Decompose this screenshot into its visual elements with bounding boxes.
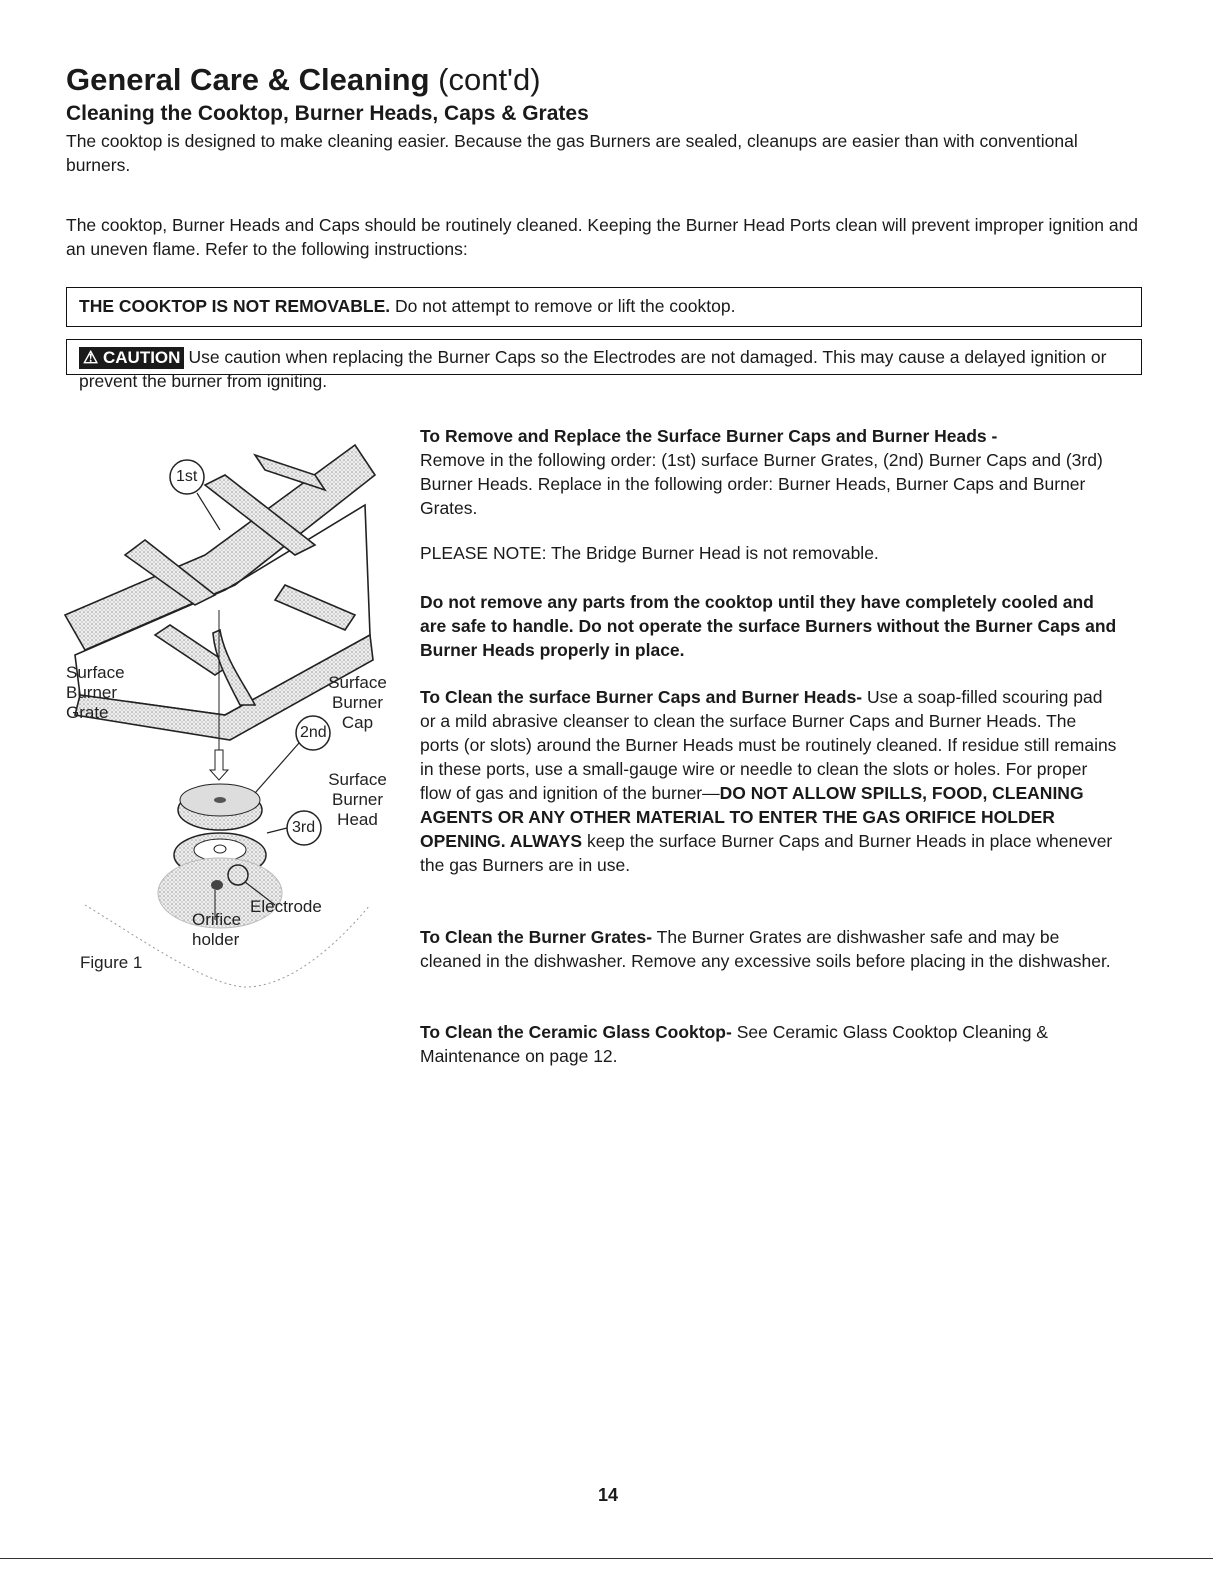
label-surface-burner-grate: Surface Burner Grate — [66, 663, 125, 722]
warning-text: Do not remove any parts from the cooktop until they have completely cooled and are safe to handle. Do not operate the surface Burners without the Burner Caps and Burner Heads properly in place. — [420, 592, 1117, 660]
clean-caps-bold: DO NOT ALLOW SPILLS, FOOD, CLEANING AGENTS OR ANY OTHER MATERIAL TO ENTER THE GAS ORIFICE HOLDER OPENING. ALWAYS — [420, 783, 1084, 851]
caution-badge: ⚠ CAUTION — [79, 347, 184, 369]
page-number: 14 — [598, 1485, 619, 1505]
notice-bold: THE COOKTOP IS NOT REMOVABLE. — [79, 296, 391, 316]
footer-rule — [0, 1558, 1213, 1559]
section-warning — [420, 590, 1120, 662]
step-3-label: 3rd — [292, 819, 316, 836]
glass-heading: To Clean the Ceramic Glass Cooktop- — [420, 1022, 732, 1042]
grates-heading: To Clean the Burner Grates- — [420, 927, 653, 947]
label-surface-burner-cap: Surface Burner Cap — [328, 673, 387, 732]
section-clean-glass — [420, 1020, 1120, 1068]
label-surface-burner-head: Surface Burner Head — [328, 770, 387, 829]
section-clean-caps — [420, 685, 1120, 877]
page-title: General Care & Cleaning (cont'd) — [66, 62, 541, 97]
intro-paragraph-1: The cooktop is designed to make cleaning easier. Because the gas Burners are sealed, cleanups are easier than with conventional burners. — [66, 131, 1078, 175]
clean-caps-tail: keep the surface Burner Caps and Burner Heads in place whenever the gas Burners are in use. — [420, 831, 1113, 875]
label-electrode: Electrode — [250, 897, 322, 916]
step-2-label: 2nd — [300, 724, 327, 741]
clean-caps-text: Use a soap-filled scouring pad or a mild abrasive cleanser to clean the surface Burner Caps and Burner Heads. The ports (or slots) around the Burner Heads must be routinely cleaned. If residue still remains in these ports, use a small-gauge wire or needle to clean the slots or holes. For proper flow of gas and ignition of the burner— — [420, 687, 1117, 803]
clean-caps-heading: To Clean the surface Burner Caps and Burner Heads- — [420, 687, 863, 707]
figure-caption: Figure 1 — [80, 953, 143, 972]
warning-triangle-icon: ⚠ — [83, 348, 99, 367]
section-please-note — [420, 541, 1120, 565]
cap-shape — [178, 784, 262, 830]
notice-text: Do not attempt to remove or lift the cooktop. — [395, 296, 736, 316]
section-clean-grates — [420, 925, 1120, 973]
remove-heading: To Remove and Replace the Surface Burner Caps and Burner Heads - — [420, 426, 998, 446]
notice-box — [66, 287, 1142, 327]
section-remove-replace — [420, 424, 1120, 520]
label-orifice-holder: Orifice holder — [192, 910, 242, 949]
section-subtitle: Cleaning the Cooktop, Burner Heads, Caps & Grates — [66, 102, 589, 125]
grates-text: The Burner Grates are dishwasher safe and may be cleaned in the dishwasher. Remove any excessive soils before placing in the dishwasher. — [420, 927, 1111, 971]
remove-text: Remove in the following order: (1st) surface Burner Grates, (2nd) Burner Caps and (3rd) Burner Heads. Replace in the following order: Burner Heads, Burner Caps and Burner Grates. — [420, 450, 1103, 518]
step-1-label: 1st — [176, 468, 198, 485]
please-note-text: PLEASE NOTE: The Bridge Burner Head is not removable. — [420, 543, 879, 563]
intro-paragraph-2: The cooktop, Burner Heads and Caps should be routinely cleaned. Keeping the Burner Head Ports clean will prevent improper ignition and an uneven flame. Refer to the following instructions: — [66, 215, 1139, 259]
caution-text: Use caution when replacing the Burner Caps so the Electrodes are not damaged. This may cause a delayed ignition or prevent the burner from igniting. — [79, 347, 1107, 391]
caution-box — [66, 339, 1142, 391]
glass-text: See Ceramic Glass Cooktop Cleaning & Maintenance on page 12. — [420, 1022, 1048, 1066]
